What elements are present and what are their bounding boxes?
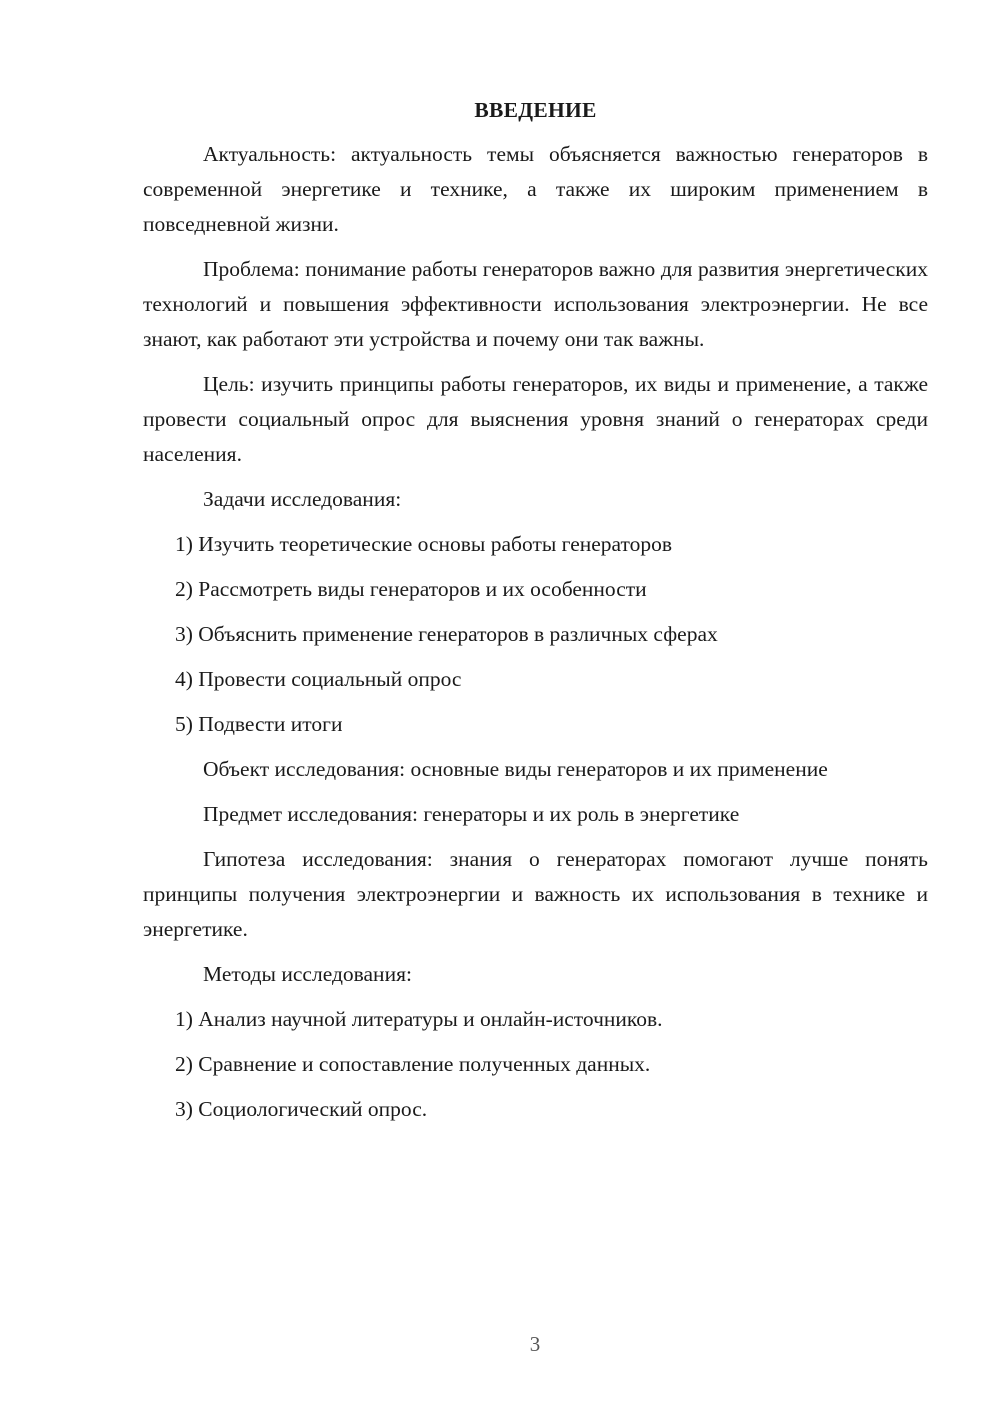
method-item: 2) Сравнение и сопоставление полученных данных. — [175, 1052, 651, 1076]
section-title: ВВЕДЕНИЕ — [474, 98, 597, 122]
relevance-paragraph: Актуальность: актуальность темы объясняется важностью генераторов в современной энергетике и технике, а также их широким применением в повседневной жизни. — [143, 142, 928, 236]
task-item: 5) Подвести итоги — [175, 712, 343, 736]
methods-heading: Методы исследования: — [203, 962, 412, 986]
subject-line: Предмет исследования: генераторы и их роль в энергетике — [203, 802, 740, 826]
goal-paragraph: Цель: изучить принципы работы генераторов, их виды и применение, а также провести социальный опрос для выяснения уровня знаний о генераторах среди населения. — [143, 372, 928, 466]
object-line: Объект исследования: основные виды генераторов и их применение — [203, 757, 828, 781]
document-page — [143, 95, 928, 1137]
task-item: 4) Провести социальный опрос — [175, 667, 462, 691]
tasks-heading: Задачи исследования: — [203, 487, 402, 511]
problem-paragraph: Проблема: понимание работы генераторов важно для развития энергетических технологий и повышения эффективности использования электроэнергии. Не все знают, как работают эти устройства и почему они так важны. — [143, 257, 928, 351]
hypothesis-paragraph: Гипотеза исследования: знания о генераторах помогают лучше понять принципы получения электроэнергии и важность их использования в технике и энергетике. — [143, 847, 928, 941]
task-item: 2) Рассмотреть виды генераторов и их особенности — [175, 577, 647, 601]
task-item: 1) Изучить теоретические основы работы генераторов — [175, 532, 673, 556]
task-item: 3) Объяснить применение генераторов в различных сферах — [175, 622, 718, 646]
method-item: 3) Социологический опрос. — [175, 1097, 428, 1121]
method-item: 1) Анализ научной литературы и онлайн-источников. — [175, 1007, 663, 1031]
page-number: 3 — [529, 1332, 541, 1356]
